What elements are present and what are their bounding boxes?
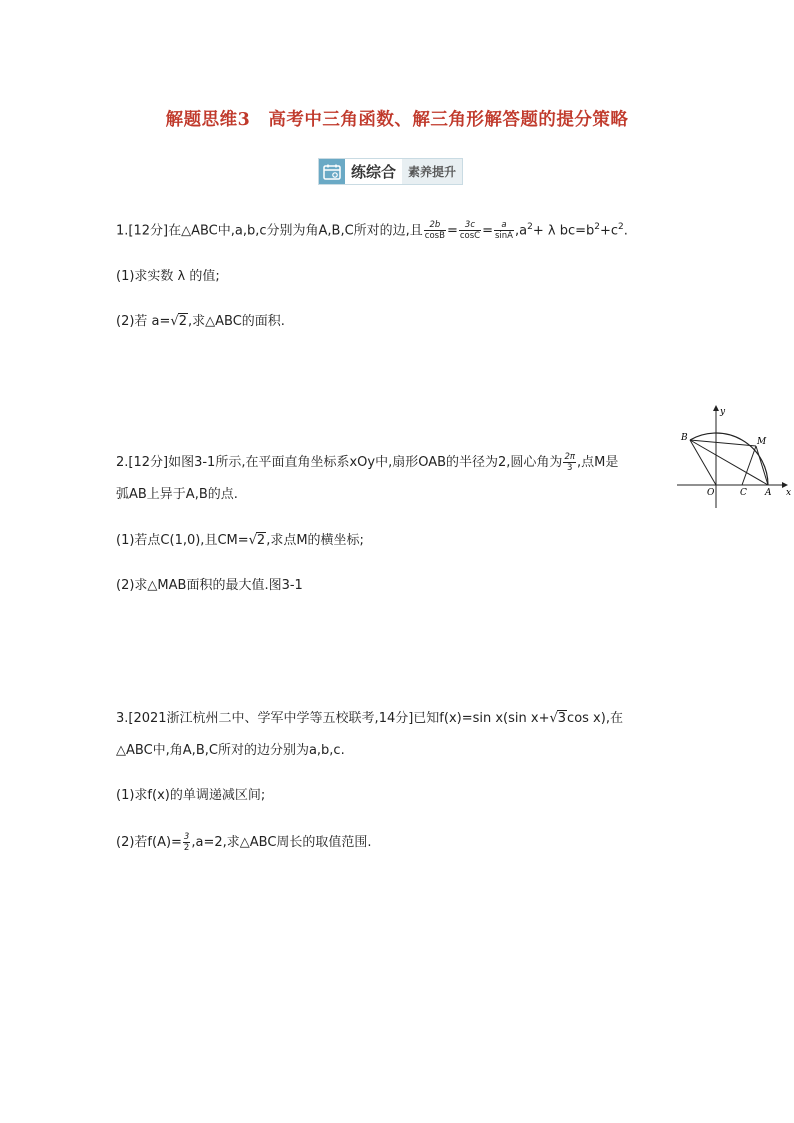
- q1-part1: (1)求实数 λ 的值;: [116, 269, 220, 284]
- badge-main-label: 练综合: [345, 159, 402, 184]
- segment-ob: [690, 440, 716, 485]
- q1-stem: 1.[12分]在△ABC中,a,b,c分别为角A,B,C所对的边,且 $\frac{2b}{\cos B}$ = $\frac{3c}{\cos C}$ = $\frac{a}{\sin A}$ $,a^2+ \lambda$ $bc=b^2+c^2$.: [116, 220, 628, 242]
- segment-mc: [742, 446, 756, 485]
- q1-fraction-2: $\frac{3c}{\cos C}$: [459, 220, 481, 242]
- calendar-icon: [319, 159, 345, 184]
- badge-sub-label: 素养提升: [402, 159, 462, 184]
- label-o: O: [707, 488, 715, 498]
- label-x: x: [786, 488, 792, 498]
- q3-part1: (1)求f(x)的单调递减区间;: [116, 788, 266, 803]
- q3-fraction: $\frac{3}{2}$: [183, 832, 190, 853]
- q2-stem-line1: 2.[12分]如图3-1所示,在平面直角坐标系xOy中,扇形OAB的半径为2,圆心角为 $\frac{2\pi}{3}$ ,点M是: [116, 452, 619, 473]
- q2-fraction: $\frac{2\pi}{3}$: [564, 452, 575, 473]
- q3-part2: (2)若f(A)= $\frac{3}{2}$ ,a=2,求△ABC周长的取值范围.: [116, 832, 372, 853]
- q1-prefix: 1.[12分]在△ABC中,a,b,c分别为角A,B,C所对的边,且: [116, 223, 423, 239]
- section-badge: [318, 158, 463, 185]
- label-m: M: [757, 437, 767, 447]
- label-y: y: [720, 407, 726, 417]
- q3-stem-line1: 3.[2021浙江杭州二中、学军中学等五校联考,14分]已知f(x)=sin x(sin x+√3cos x),在: [116, 711, 623, 726]
- q2-stem-line2: 弧AB上异于A,B的点.: [116, 487, 238, 502]
- q2-part2: (2)求△MAB面积的最大值.图3-1: [116, 578, 303, 593]
- label-c: C: [740, 488, 747, 498]
- label-a: A: [765, 488, 772, 498]
- figure-3-1: [673, 402, 793, 512]
- q3-stem-line2: △ABC中,角A,B,C所对的边分别为a,b,c.: [116, 743, 345, 758]
- sector-diagram: [673, 402, 793, 512]
- label-b: B: [681, 433, 688, 443]
- q2-part1: (1)若点C(1,0),且CM=√2,求点M的横坐标;: [116, 533, 364, 548]
- q1-fraction-1: $\frac{2b}{\cos B}$: [424, 220, 445, 242]
- page-title: 解题思维3 高考中三角函数、解三角形解答题的提分策略: [165, 110, 629, 130]
- q1-fraction-3: $\frac{a}{\sin A}$: [495, 220, 513, 242]
- q1-part2: (2)若 a=√2,求△ABC的面积.: [116, 314, 285, 329]
